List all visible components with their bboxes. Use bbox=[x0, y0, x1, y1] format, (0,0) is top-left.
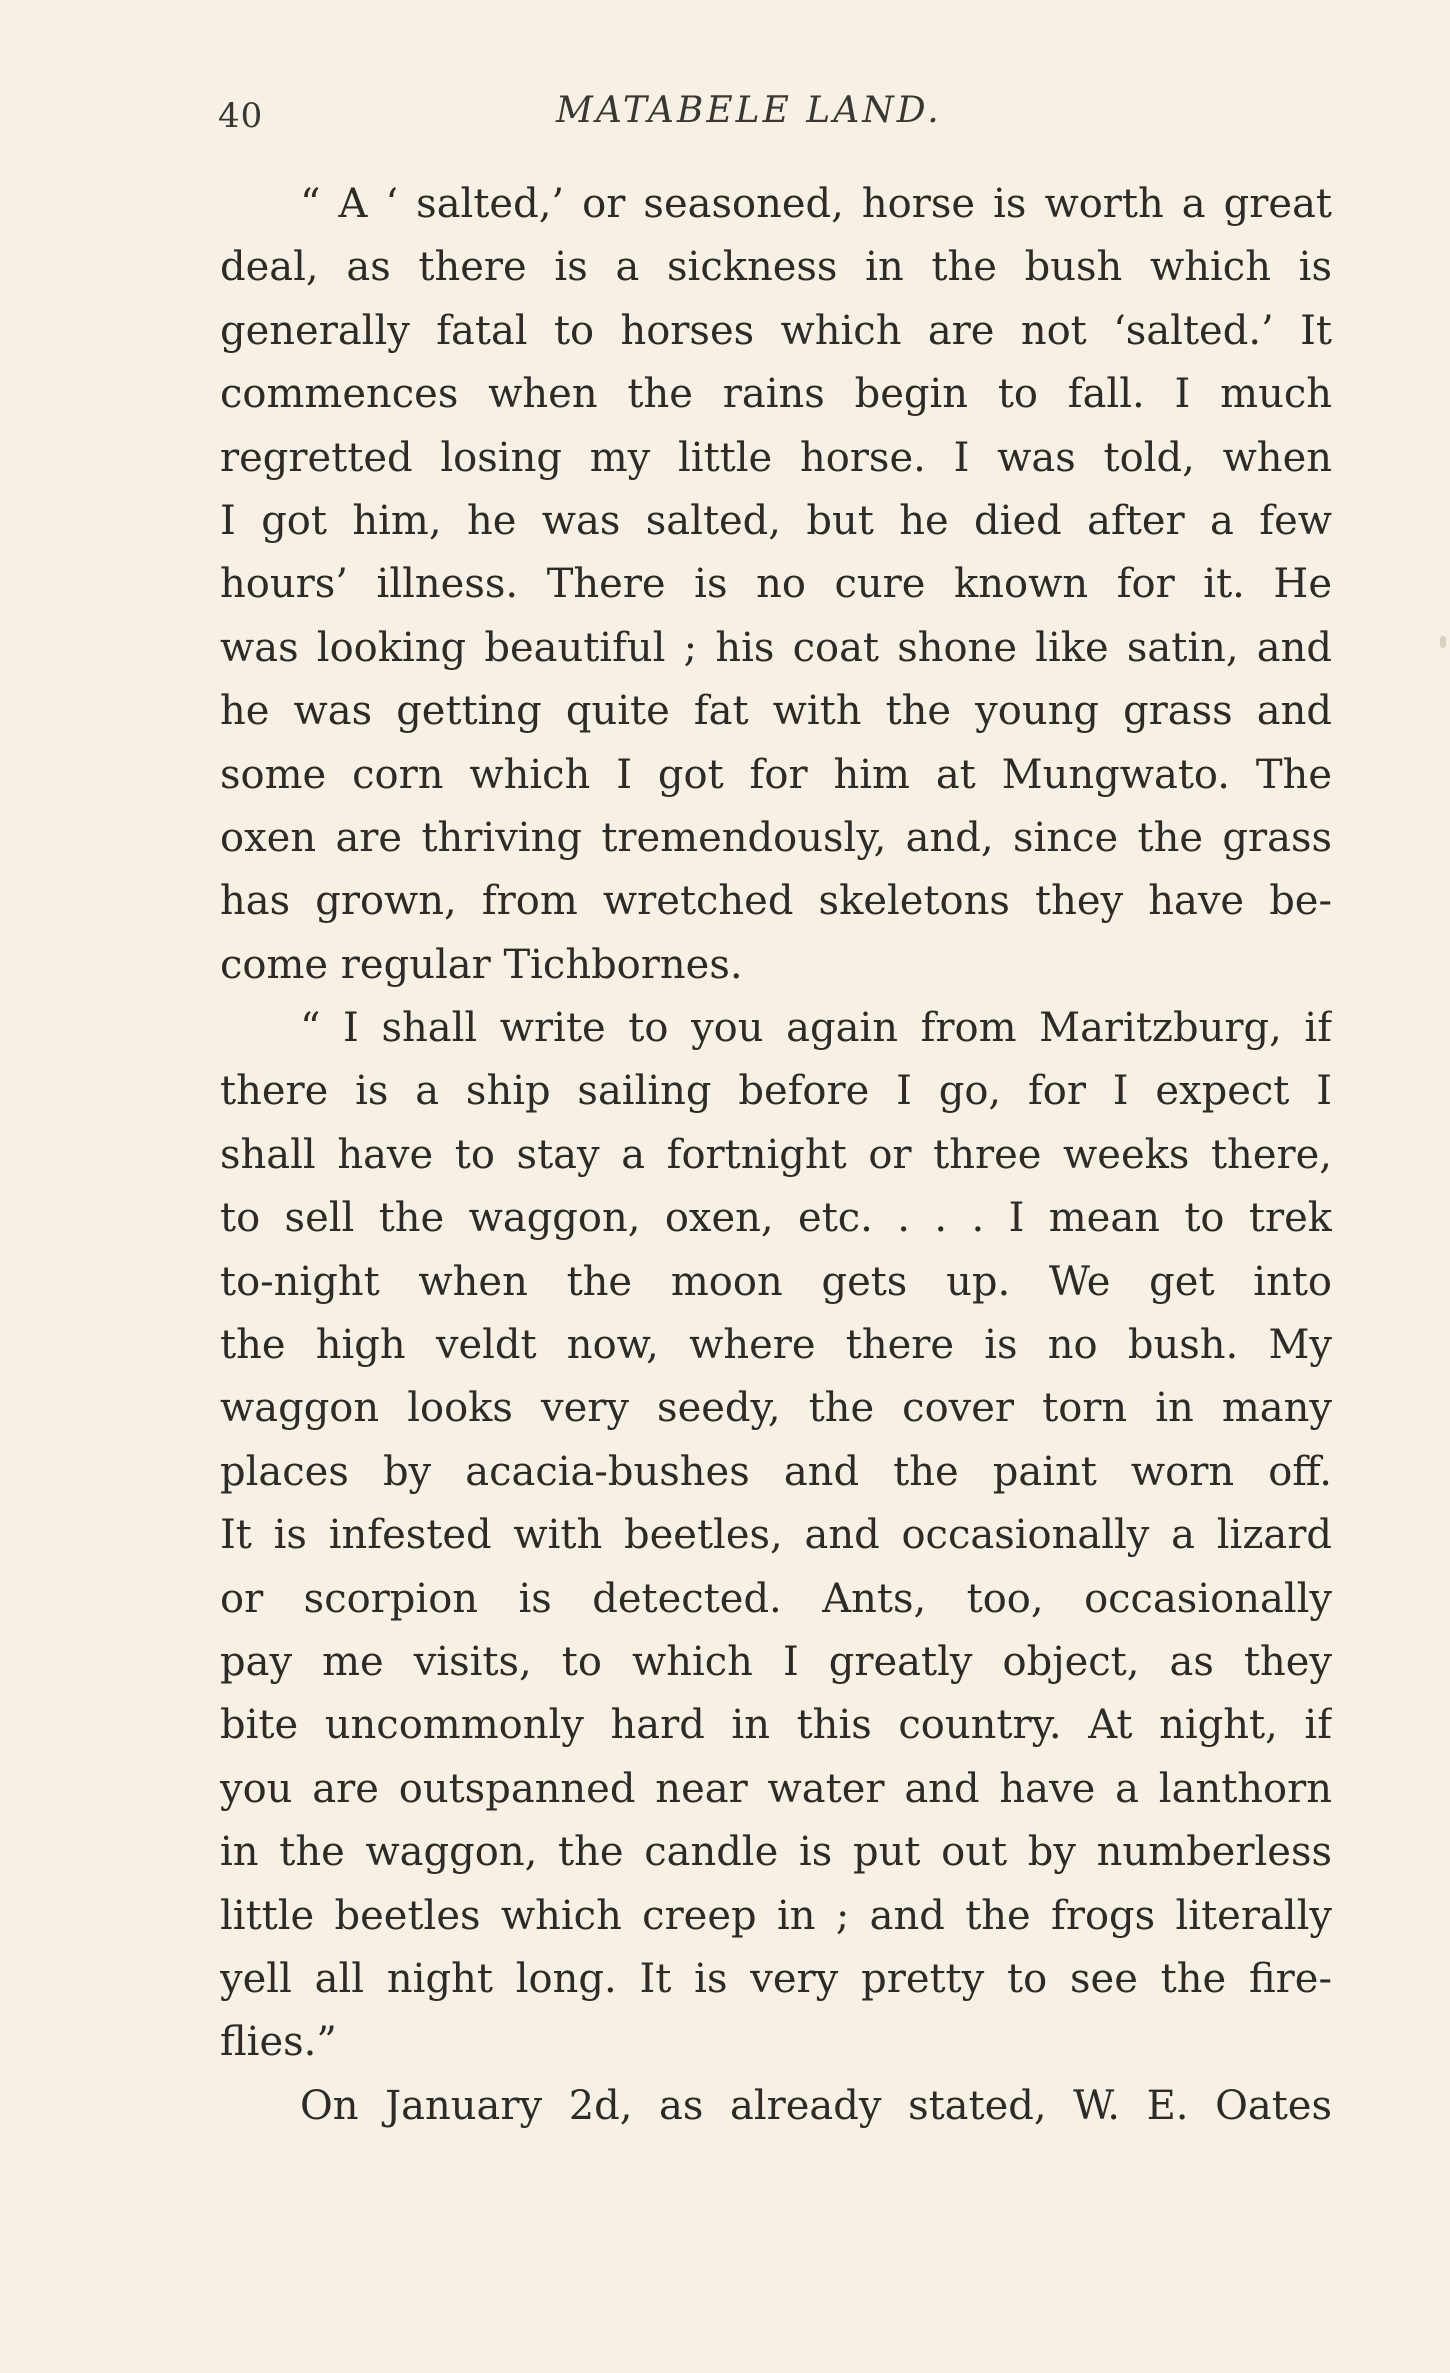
text-line: On January 2d, as already stated, W. E. Oates bbox=[300, 2082, 1332, 2129]
text-line: yell all night long. It is very pretty to see the fire- bbox=[220, 1955, 1332, 2002]
text-line: “ I shall write to you again from Maritzburg, if bbox=[300, 1005, 1332, 1052]
text-line: “ A ‘ salted,’ or seasoned, horse is worth a great bbox=[300, 181, 1332, 227]
text-line: to-night when the moon gets up. We get into bbox=[220, 1258, 1332, 1305]
text-line: in the waggon, the candle is put out by numberless bbox=[220, 1829, 1332, 1876]
text-line: oxen are thriving tremendously, and, since the grass bbox=[220, 814, 1332, 861]
text-line: little beetles which creep in ; and the frogs literally bbox=[220, 1892, 1332, 1939]
page-number: 40 bbox=[218, 96, 264, 136]
text-line: generally fatal to horses which are not ‘salted.’ It bbox=[220, 307, 1332, 354]
body-text bbox=[220, 173, 1332, 2138]
text-line: It is infested with beetles, and occasionally a lizard bbox=[220, 1512, 1332, 1559]
text-line: hours’ illness. There is no cure known for it. He bbox=[220, 561, 1332, 608]
text-line: come regular Tichbornes. bbox=[220, 941, 743, 988]
text-line: flies.” bbox=[220, 2019, 337, 2066]
paper-speck bbox=[1440, 636, 1446, 648]
text-line: there is a ship sailing before I go, for I expect I bbox=[220, 1068, 1332, 1115]
text-line: deal, as there is a sickness in the bush which is bbox=[220, 244, 1332, 291]
text-line: commences when the rains begin to fall. I much bbox=[220, 371, 1332, 418]
text-line: to sell the waggon, oxen, etc. . . . I mean to trek bbox=[220, 1195, 1332, 1242]
text-line: or scorpion is detected. Ants, too, occasionally bbox=[220, 1575, 1332, 1622]
text-line: you are outspanned near water and have a lanthorn bbox=[220, 1765, 1332, 1812]
text-line: has grown, from wretched skeletons they have be- bbox=[220, 878, 1332, 925]
text-line: regretted losing my little horse. I was told, when bbox=[220, 434, 1332, 481]
text-line: bite uncommonly hard in this country. At night, if bbox=[220, 1702, 1332, 1749]
text-line: the high veldt now, where there is no bush. My bbox=[220, 1322, 1332, 1369]
text-line: pay me visits, to which I greatly object, as they bbox=[220, 1638, 1332, 1685]
text-line: I got him, he was salted, but he died after a few bbox=[220, 497, 1332, 544]
text-line: was looking beautiful ; his coat shone like satin, and bbox=[220, 624, 1332, 671]
text-line: shall have to stay a fortnight or three weeks there, bbox=[220, 1131, 1332, 1178]
text-line: he was getting quite fat with the young grass and bbox=[220, 688, 1332, 735]
text-line: waggon looks very seedy, the cover torn in many bbox=[220, 1385, 1332, 1432]
running-title: MATABELE LAND. bbox=[556, 90, 942, 131]
text-line: places by acacia-bushes and the paint worn off. bbox=[220, 1448, 1332, 1495]
text-line: some corn which I got for him at Mungwato. The bbox=[220, 751, 1332, 798]
